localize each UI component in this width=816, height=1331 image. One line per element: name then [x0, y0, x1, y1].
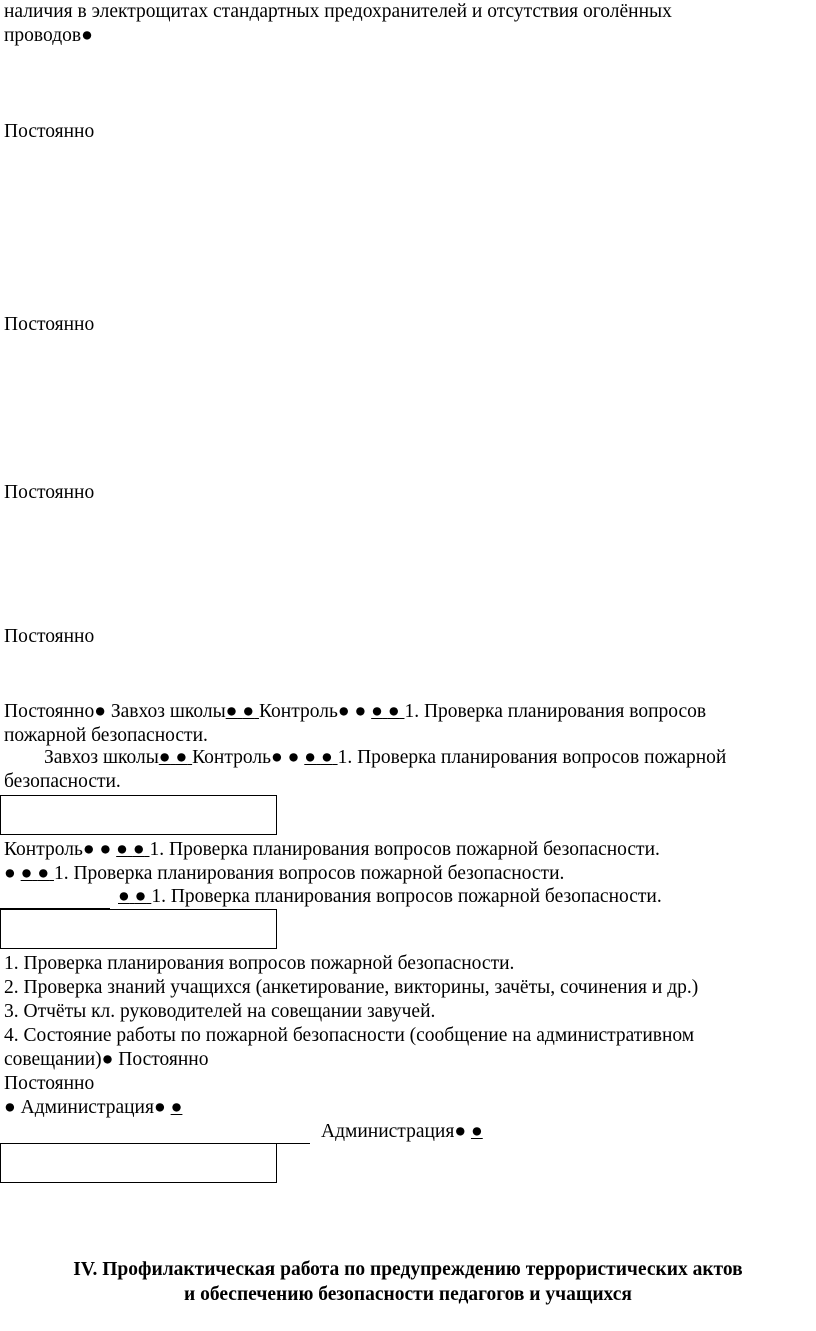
bullet-icon: ● — [304, 747, 317, 768]
admin-label: Администрация — [321, 1121, 455, 1142]
row-a-line-1 — [4, 700, 706, 724]
row-b-line-2: безопасности. — [4, 771, 121, 792]
row-b-resp: Завхоз школы — [44, 747, 159, 768]
empty-box-3 — [0, 1143, 277, 1183]
row-d-line — [4, 862, 564, 886]
row-a-ctrl: Контроль — [258, 701, 338, 722]
bullet-icon: ● — [81, 25, 93, 46]
bullet-icon: ● — [132, 839, 145, 860]
bullet-icon: ● — [153, 1097, 166, 1118]
bullet-icon: ● — [37, 863, 50, 884]
bullet-pair-icon — [116, 839, 149, 860]
bullet-icon: ● — [470, 1121, 483, 1142]
intro-line-2 — [4, 24, 93, 48]
bullet-underlined-icon — [171, 1097, 183, 1118]
intro-line-1: наличия в электрощитах стандартных предохранителей и отсутствия оголённых — [4, 1, 672, 22]
row-c-ctrl: Контроль — [4, 839, 83, 860]
admin-line-2 — [321, 1120, 483, 1144]
bullet-icon: ● — [242, 701, 255, 722]
bullet-icon: ● — [170, 1097, 183, 1118]
list-item-continued — [4, 1048, 209, 1072]
list-status: Постоянно — [113, 1049, 209, 1070]
bullet-icon: ● — [158, 747, 171, 768]
bullet-icon: ● — [337, 701, 350, 722]
bullet-icon: ● — [387, 701, 400, 722]
bullet-underlined-icon — [471, 1121, 483, 1142]
row-e-line — [118, 885, 662, 909]
bullet-icon: ● — [94, 701, 106, 722]
status-always-5: Постоянно — [4, 1073, 95, 1094]
bullet-pair-icon — [371, 701, 404, 722]
status-always-2: Постоянно — [4, 314, 95, 335]
bullet-icon: ● — [116, 839, 128, 860]
admin-label: Администрация — [15, 1097, 154, 1118]
bullet-icon: ● — [320, 747, 333, 768]
bullet-icon: ● — [20, 863, 33, 884]
list-item: 2. Проверка знаний учащихся (анкетирование, викторины, зачёты, сочинения и др.) — [4, 977, 699, 998]
list-item: 1. Проверка планирования вопросов пожарной безопасности. — [4, 953, 515, 974]
bullet-pair-icon — [159, 747, 192, 768]
row-c-item: 1. Проверка планирования вопросов пожарной безопасности. — [149, 839, 660, 860]
bullet-icon: ● — [4, 863, 16, 884]
bullet-icon: ● — [270, 747, 283, 768]
row-b-ctrl: Контроль — [192, 747, 271, 768]
bullet-icon: ● — [82, 839, 95, 860]
row-a-resp: Завхоз школы — [106, 701, 226, 722]
row-a-start: Постоянно — [4, 701, 95, 722]
empty-box-1 — [0, 795, 277, 835]
bullet-icon: ● — [99, 839, 112, 860]
bullet-pair-icon — [21, 863, 54, 884]
admin-line-1 — [4, 1096, 182, 1120]
bullet-icon: ● — [101, 1049, 114, 1070]
status-always-4: Постоянно — [4, 626, 95, 647]
list-item: 3. Отчёты кл. руководителей на совещании завучей. — [4, 1001, 436, 1022]
section-title-line-1: IV. Профилактическая работа по предупреждению террористических актов — [73, 1259, 743, 1280]
bullet-icon: ● — [4, 1097, 16, 1118]
bullet-icon: ● — [225, 701, 238, 722]
bullet-pair-icon — [118, 886, 151, 907]
list-item: 4. Состояние работы по пожарной безопасности (сообщение на административном — [4, 1025, 695, 1046]
section-title-line-2: и обеспечению безопасности педагогов и учащихся — [184, 1284, 632, 1305]
row-a-item: 1. Проверка планирования вопросов — [404, 701, 707, 722]
bullet-pair-icon — [304, 747, 337, 768]
row-b-item: 1. Проверка планирования вопросов пожарной — [337, 747, 727, 768]
intro-line-2-text: проводов — [4, 25, 82, 46]
bullet-icon: ● — [134, 886, 147, 907]
bullet-icon: ● — [454, 1121, 467, 1142]
row-e-item: 1. Проверка планирования вопросов пожарной безопасности. — [151, 886, 662, 907]
status-always-3: Постоянно — [4, 482, 95, 503]
list-item-tail: совещании) — [4, 1049, 102, 1070]
row-a-line-2: пожарной безопасности. — [4, 725, 208, 746]
row-d-item: 1. Проверка планирования вопросов пожарной безопасности. — [53, 863, 565, 884]
bullet-icon: ● — [371, 701, 383, 722]
bullet-icon: ● — [354, 701, 367, 722]
row-b-line-1 — [44, 746, 726, 770]
row-c-line — [4, 838, 660, 862]
empty-box-2 — [0, 909, 277, 949]
status-always-1: Постоянно — [4, 121, 95, 142]
bullet-icon: ● — [175, 747, 188, 768]
bullet-icon: ● — [118, 886, 130, 907]
bullet-icon: ● — [287, 747, 300, 768]
bullet-pair-icon — [226, 701, 259, 722]
